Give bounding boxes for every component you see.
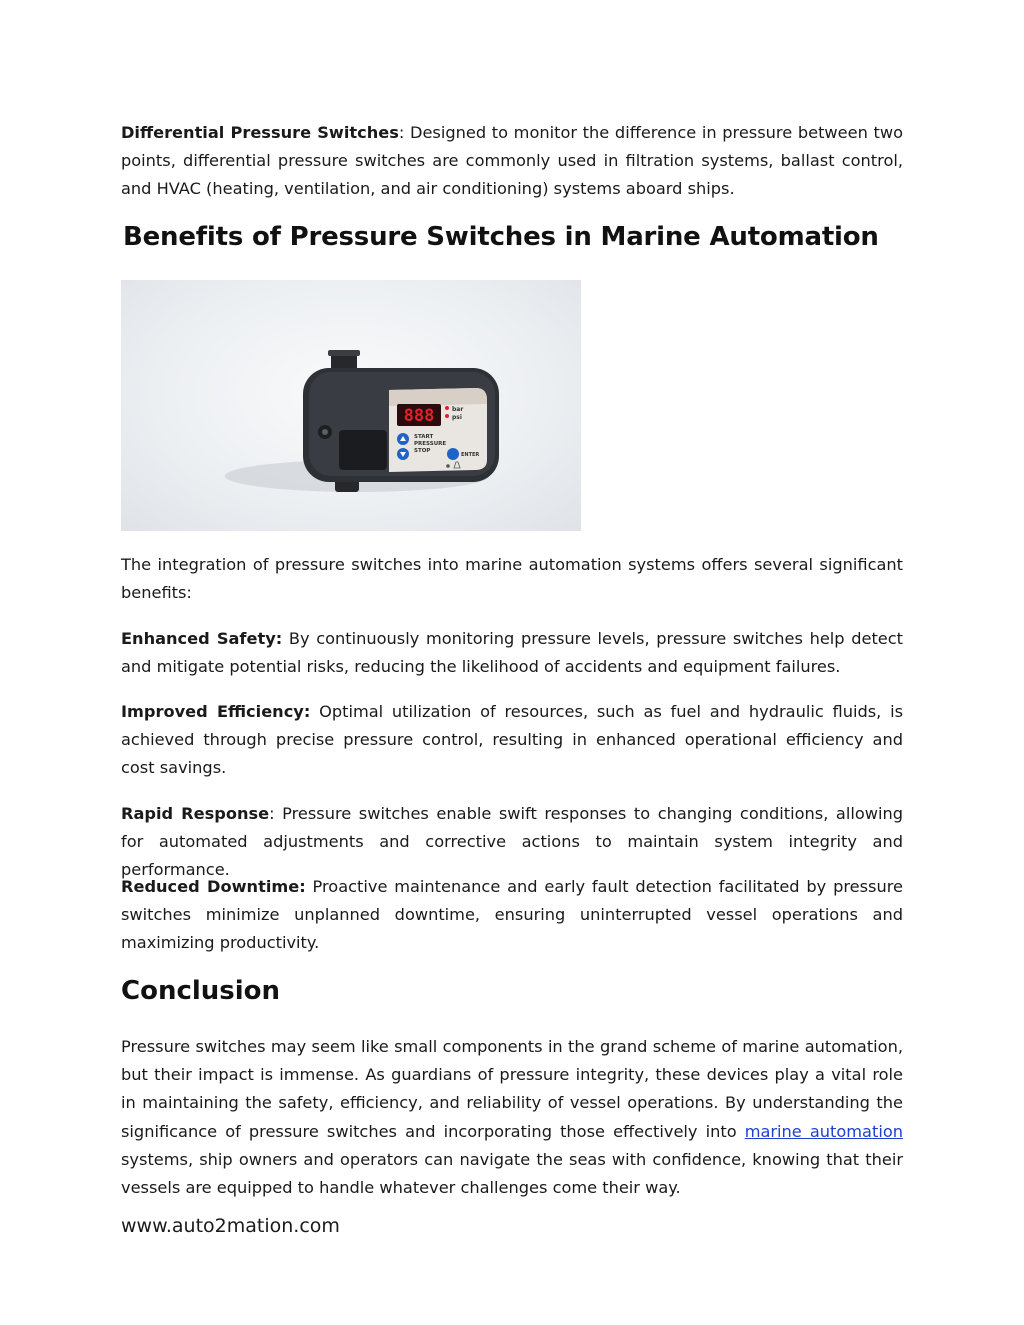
differential-switches-paragraph [121,119,903,204]
conclusion-paragraph [121,1033,903,1202]
improved-efficiency-paragraph [121,698,903,783]
improved-efficiency-text: Optimal utilization of resources, such as fuel and hydraulic fluids, is achieved through precise pressure control, resulting in enhanced operational efficiency and cost savings. [121,702,903,778]
device-led-display: 888 [403,406,435,426]
pressure-switch-illustration [121,280,581,531]
reduced-downtime-text: Proactive maintenance and early fault detection facilitated by pressure switches minimize unplanned downtime, ensuring uninterrupted vessel operations and maximizing productivity. [121,877,903,953]
benefits-heading: Benefits of Pressure Switches in Marine Automation [123,222,879,252]
enhanced-safety-text: By continuously monitoring pressure levels, pressure switches help detect and mitigate potential risks, reducing the likelihood of accidents and equipment failures. [121,629,903,677]
rapid-response-text: : Pressure switches enable swift responses to changing conditions, allowing for automated adjustments and corrective actions to maintain system integrity and performance. [121,804,903,880]
device-label-bar: bar [452,406,464,413]
conclusion-heading: Conclusion [121,976,281,1006]
differential-switches-text: : Designed to monitor the difference in pressure between two points, differential pressure switches are commonly used in filtration systems, ballast control, and HVAC (heating, ventilation, and air conditioning) systems aboard ships. [121,123,904,199]
rapid-response-paragraph [121,800,903,885]
device-enter-button [447,448,459,460]
benefits-intro-paragraph: The integration of pressure switches into marine automation systems offers several significant benefits: [121,555,903,603]
enhanced-safety-paragraph [121,625,903,681]
device-label-start: START [414,434,434,440]
reduced-downtime-term: Reduced Downtime: [121,877,306,896]
device-label-stop: STOP [414,448,431,454]
enhanced-safety-term: Enhanced Safety: [121,629,283,648]
device-label-pressure: PRESSURE [414,441,447,447]
device-label-psi: psi [452,414,462,421]
footer-website: www.auto2mation.com [121,1215,340,1237]
rapid-response-term: Rapid Response [121,804,270,823]
improved-efficiency-term: Improved Efficiency: [121,702,311,721]
pressure-switch-photo [121,280,581,531]
device-label-enter: ENTER [461,452,480,458]
reduced-downtime-paragraph [121,873,903,958]
conclusion-text-after: systems, ship owners and operators can navigate the seas with confidence, knowing that their vessels are equipped to handle whatever challenges come their way. [121,1149,903,1198]
conclusion-text-before: Pressure switches may seem like small components in the grand scheme of marine automation, but their impact is immense. As guardians of pressure integrity, these devices play a vital role in maintaining the safety, efficiency, and reliability of vessel operations. By understanding the significance of pressure switches and incorporating those effectively into [121,1037,903,1141]
differential-switches-term: Differential Pressure Switches [121,123,399,142]
marine-automation-link[interactable]: marine automation [744,1121,903,1141]
